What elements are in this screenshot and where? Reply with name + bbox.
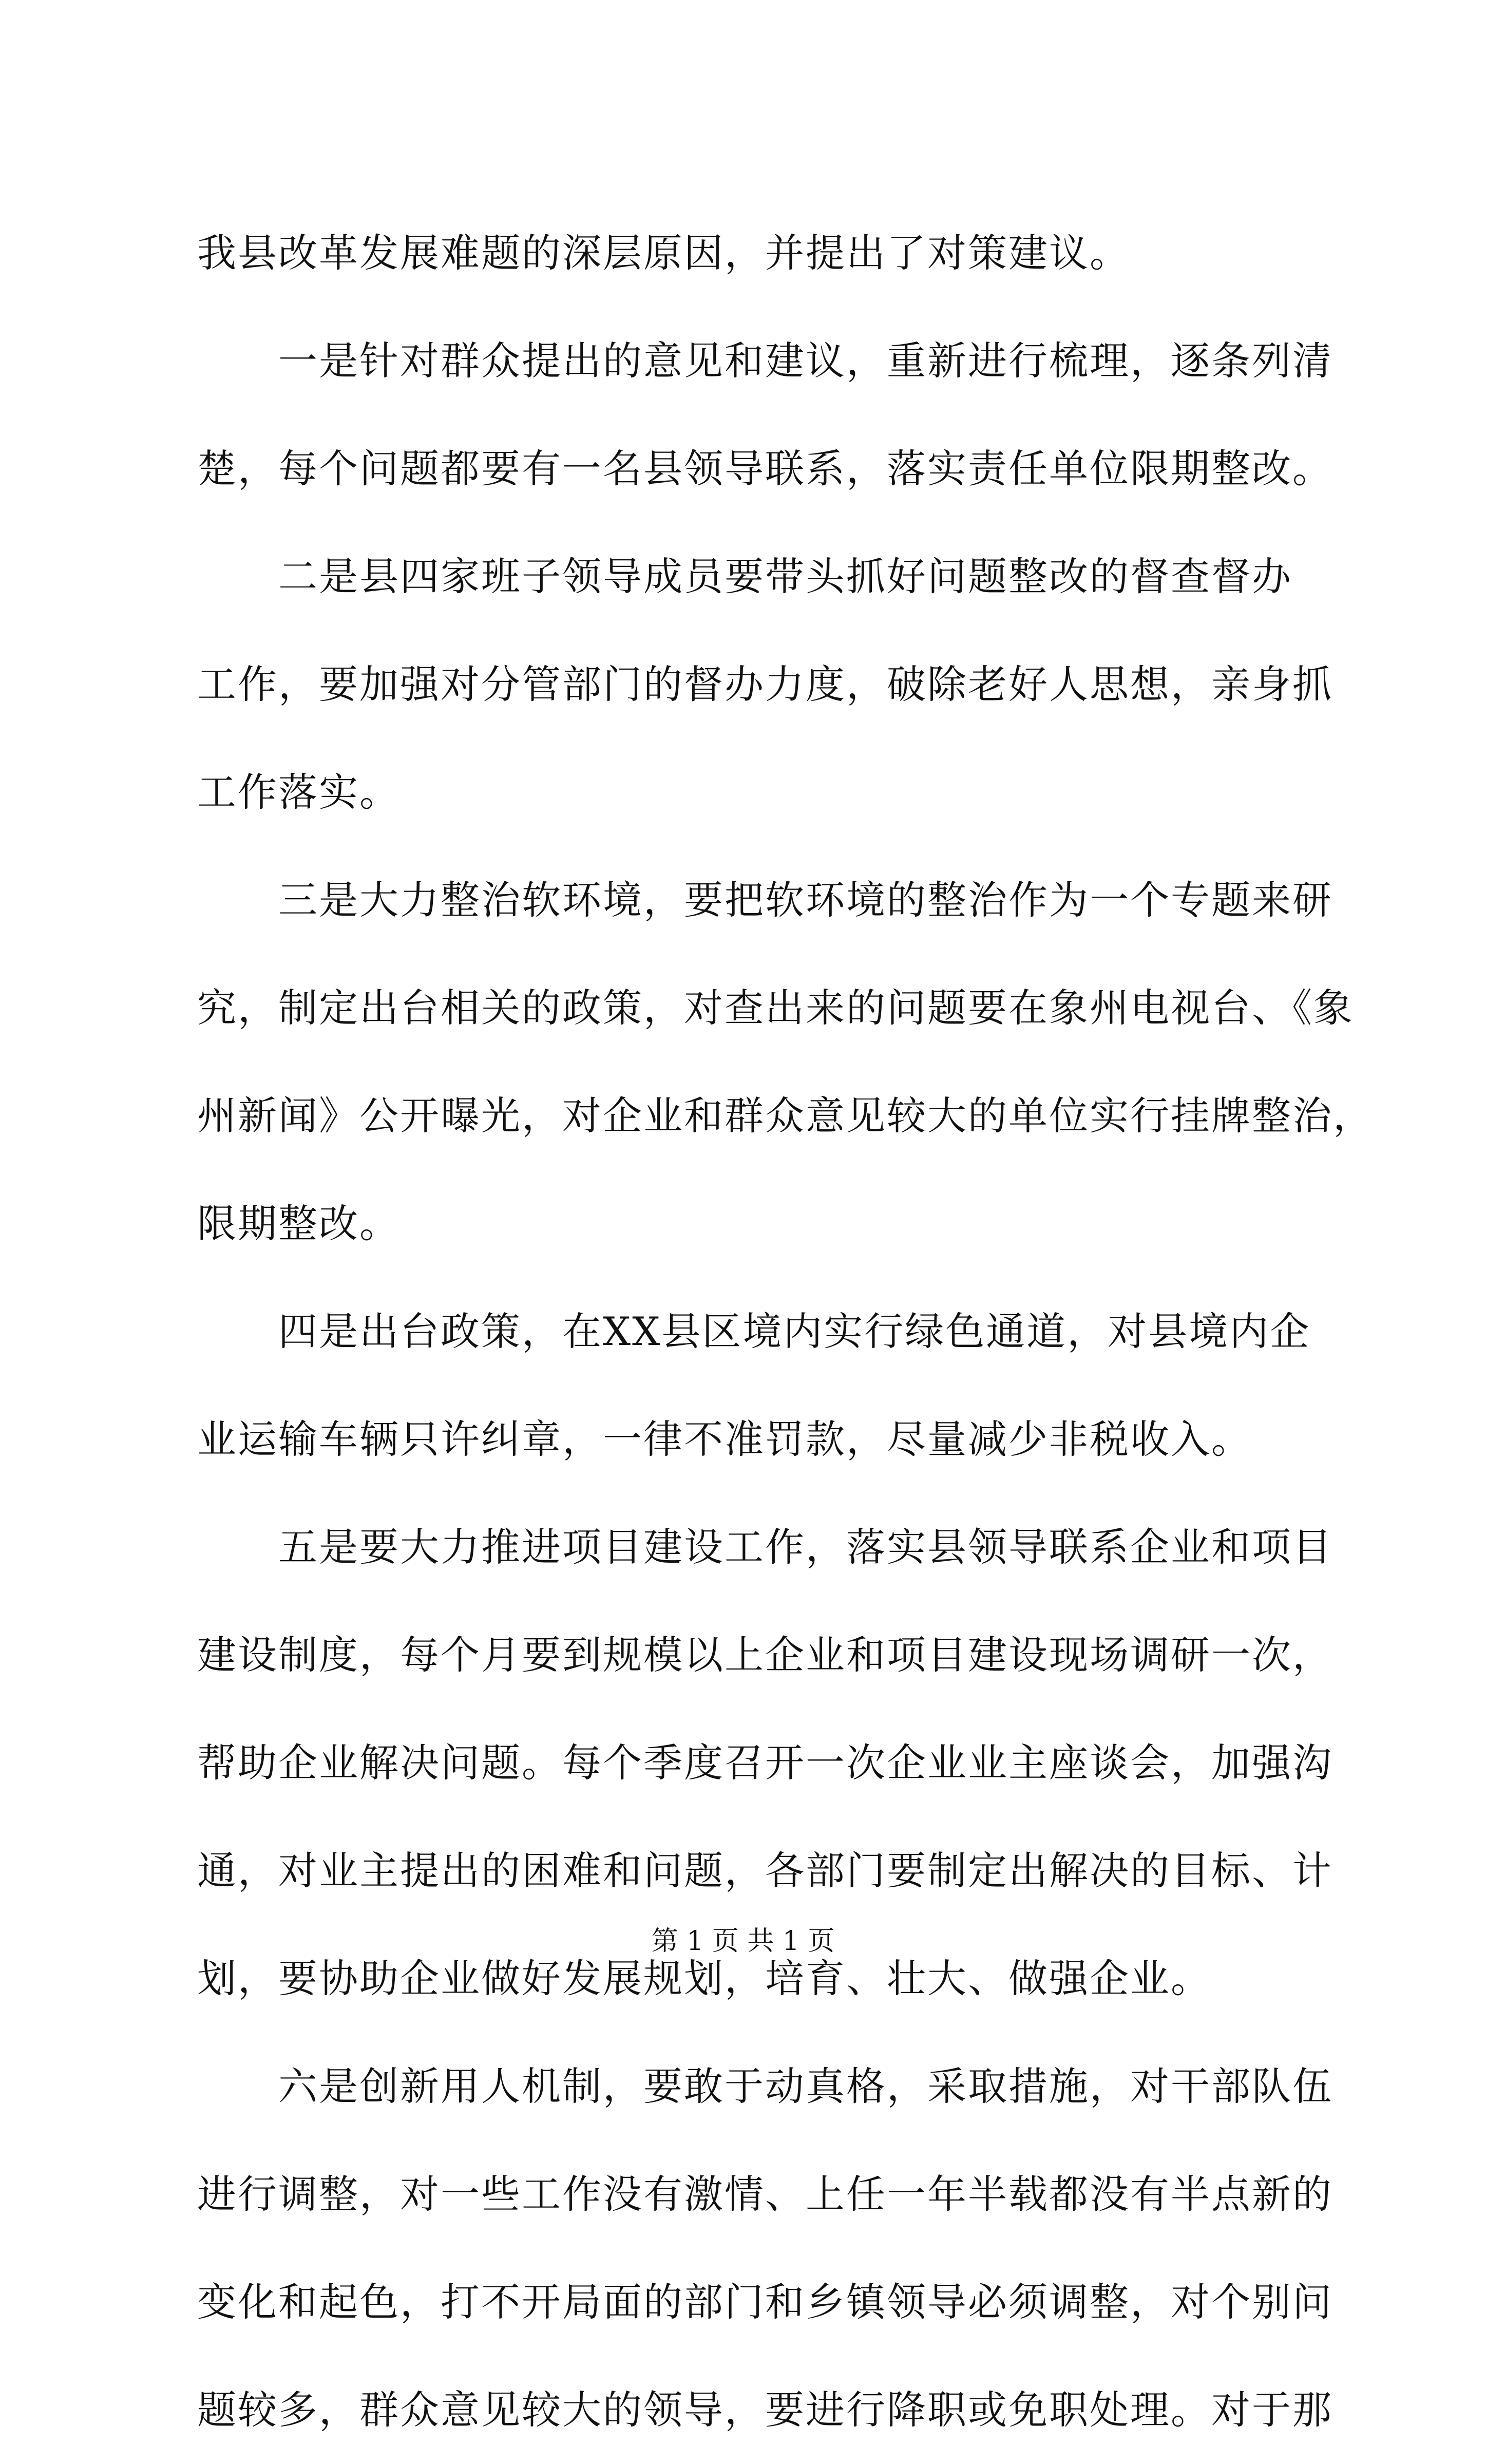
text-line: 六是创新用人机制，要敢于动真格，采取措施，对干部队伍 — [278, 2063, 1333, 2109]
page-number-label: 第 1 页 共 1 页 — [651, 1926, 835, 1957]
text-line: 通，对业主提出的困难和问题，各部门要制定出解决的目标、计 — [197, 1848, 1333, 1893]
text-line: 帮助企业解决问题。每个季度召开一次企业业主座谈会，加强沟 — [197, 1740, 1333, 1786]
text-line: 我县改革发展难题的深层原因，并提出了对策建议。 — [197, 230, 1130, 276]
text-line: 工作落实。 — [197, 769, 400, 815]
text-line: 工作，要加强对分管部门的督办力度，破除老好人思想，亲身抓 — [197, 661, 1333, 707]
text-line: 一是针对群众提出的意见和建议，重新进行梳理，逐条列清 — [278, 338, 1333, 384]
text-line: 州新闻》公开曝光，对企业和群众意见较大的单位实行挂牌整治， — [197, 1093, 1374, 1139]
text-line: 三是大力整治软环境，要把软环境的整治作为一个专题来研 — [278, 877, 1333, 923]
text-line: 二是县四家班子领导成员要带头抓好问题整改的督查督办 — [278, 554, 1292, 599]
text-line: 究，制定出台相关的政策，对查出来的问题要在象州电视台、《象 — [197, 985, 1354, 1031]
page-footer — [0, 1923, 1486, 1959]
text-line: 划，要协助企业做好发展规划，培育、壮大、做强企业。 — [197, 1956, 1211, 2001]
text-line: 进行调整，对一些工作没有激情、上任一年半载都没有半点新的 — [197, 2171, 1333, 2217]
text-line: 建设制度，每个月要到规模以上企业和项目建设现场调研一次， — [197, 1632, 1333, 1678]
text-line: 限期整改。 — [197, 1201, 400, 1246]
text-line: 四是出台政策，在XX县区境内实行绿色通道，对县境内企 — [278, 1309, 1311, 1354]
text-line: 题较多，群众意见较大的领导，要进行降职或免职处理。对于那 — [197, 2387, 1333, 2433]
text-line: 五是要大力推进项目建设工作，落实县领导联系企业和项目 — [278, 1524, 1333, 1570]
text-line: 变化和起色，打不开局面的部门和乡镇领导必须调整，对个别问 — [197, 2279, 1333, 2325]
text-line: 业运输车辆只许纠章，一律不准罚款，尽量减少非税收入。 — [197, 1416, 1252, 1462]
document-body — [197, 199, 1374, 2464]
text-line: 楚，每个问题都要有一名县领导联系，落实责任单位限期整改。 — [197, 446, 1333, 491]
